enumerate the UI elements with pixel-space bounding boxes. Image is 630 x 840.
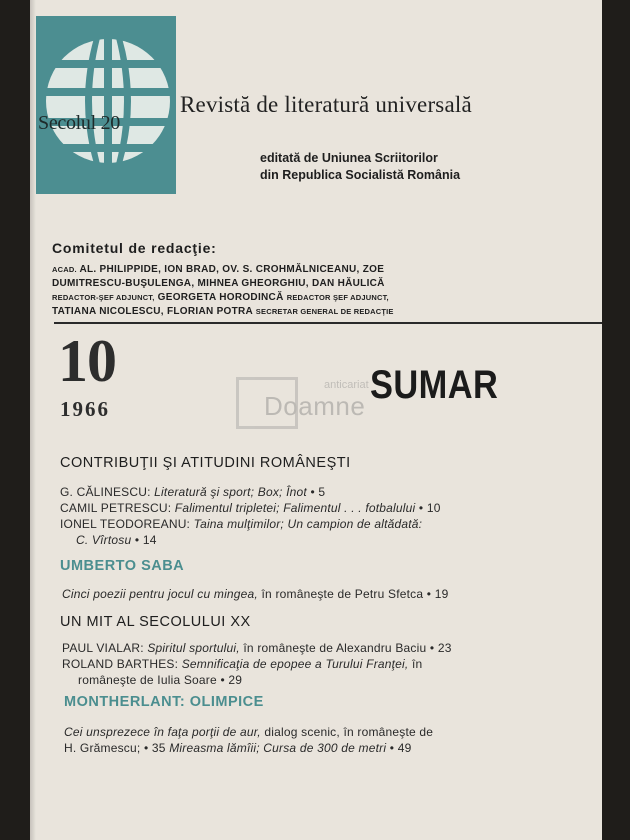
entry-works: Taina mulţimilor; Un campion de altădată: [193, 517, 423, 531]
committee-members: AL. PHILIPPIDE, ION BRAD, OV. S. CROHMĂLNICEANU, ZOE [79, 264, 385, 275]
watermark-small-text: anticariat [324, 379, 369, 391]
bullet: • [429, 641, 435, 655]
committee-members: TATIANA NICOLESCU, FLORIAN POTRA [52, 306, 253, 317]
committee-role: REDACTOR-ŞEF ADJUNCT, [52, 293, 155, 302]
publisher-line: editată de Uniunea Scriitorilor [260, 151, 438, 165]
entry-works: Cei unsprezece în faţa porţii de aur, [64, 725, 261, 739]
toc-entry-continuation [76, 532, 157, 548]
entry-translation: H. Grămescu; [64, 741, 141, 755]
committee-role: REDACTOR ŞEF ADJUNCT, [286, 293, 389, 302]
toc-entry [62, 586, 448, 602]
toc-entry [62, 640, 452, 656]
magazine-page [30, 0, 602, 840]
section-heading: CONTRIBUŢII ŞI ATITUDINI ROMÂNEŞTI [60, 455, 351, 471]
entry-author: IONEL TEODOREANU: [60, 517, 191, 531]
publisher-info [260, 150, 460, 184]
section-heading: UN MIT AL SECOLULUI XX [60, 614, 251, 630]
committee-title: Comitetul de redacţie: [52, 240, 217, 256]
entry-translation: româneşte de Iulia Soare [78, 673, 217, 687]
issue-year: 1966 [60, 397, 110, 421]
entry-page: 19 [434, 587, 449, 601]
section-heading: MONTHERLANT: OLIMPICE [64, 694, 264, 710]
contents-heading: SUMAR [370, 363, 499, 407]
entry-page: 49 [397, 741, 412, 755]
toc-entry [60, 516, 422, 532]
entry-page: 29 [228, 673, 243, 687]
committee-member: GEORGETA HORODINCĂ [157, 292, 284, 303]
committee-names [52, 263, 572, 319]
entry-translation: în româneşte de Alexandru Baciu [243, 641, 427, 655]
committee-line [52, 291, 572, 305]
bullet: • [418, 501, 424, 515]
committee-line [52, 305, 572, 319]
globe-grid-icon [36, 16, 176, 194]
bullet: • [220, 673, 225, 687]
committee-line: DUMITRESCU-BUŞULENGA, MIHNEA GHEORGHIU, DAN HĂULICĂ [52, 278, 385, 289]
committee-role: SECRETAR GENERAL DE REDACŢIE [255, 307, 394, 316]
toc-entry [62, 656, 422, 672]
entry-works: Spiritul sportului, [147, 641, 240, 655]
entry-author: CAMIL PETRESCU: [60, 501, 172, 515]
committee-line [52, 263, 572, 277]
entry-works: Mireasma lămîii; Cursa de 300 de metri [169, 741, 387, 755]
publisher-line: din Republica Socialistă România [260, 168, 461, 182]
entry-translation: dialog scenic, în româneşte de [264, 725, 434, 739]
section-heading: UMBERTO SABA [60, 558, 185, 574]
entry-page: 14 [142, 533, 157, 547]
entry-works: Cinci poezii pentru jocul cu mingea, [62, 587, 258, 601]
entry-works: C. Vîrtosu [76, 533, 132, 547]
entry-translation: în [412, 657, 423, 671]
bullet: • [310, 485, 315, 499]
committee-prefix: ACAD. [52, 265, 77, 274]
entry-page: 5 [318, 485, 326, 499]
entry-author: G. CĂLINESCU: [60, 485, 151, 499]
watermark-text: Doamne [264, 391, 366, 421]
entry-page: 10 [426, 501, 441, 515]
entry-works: Literatură şi sport; Box; Înot [154, 485, 307, 499]
bullet: • [143, 741, 149, 755]
magazine-logo [36, 16, 176, 194]
toc-entry [64, 724, 433, 740]
issue-number: 10 [58, 328, 116, 394]
toc-entry [60, 500, 441, 516]
logo-text: Secolul 20 [38, 112, 120, 134]
entry-works: Falimentul tripletei; Falimentul . . . fotbalului [174, 501, 416, 515]
entry-author: PAUL VIALAR: [62, 641, 144, 655]
toc-entry-continuation [78, 672, 242, 688]
entry-works: Semnificaţia de epopee a Turului Franţei, [181, 657, 409, 671]
bullet: • [134, 533, 140, 547]
bullet: • [389, 741, 395, 755]
entry-page: 23 [437, 641, 452, 655]
magazine-title: Revistă de literatură universală [180, 92, 472, 117]
toc-entry-continuation [64, 740, 411, 756]
toc-entry [60, 484, 325, 500]
entry-translation: în româneşte de Petru Sfetca [261, 587, 424, 601]
header-divider [54, 322, 602, 324]
entry-author: ROLAND BARTHES: [62, 657, 179, 671]
bullet: • [426, 587, 432, 601]
entry-page: 35 [151, 741, 166, 755]
